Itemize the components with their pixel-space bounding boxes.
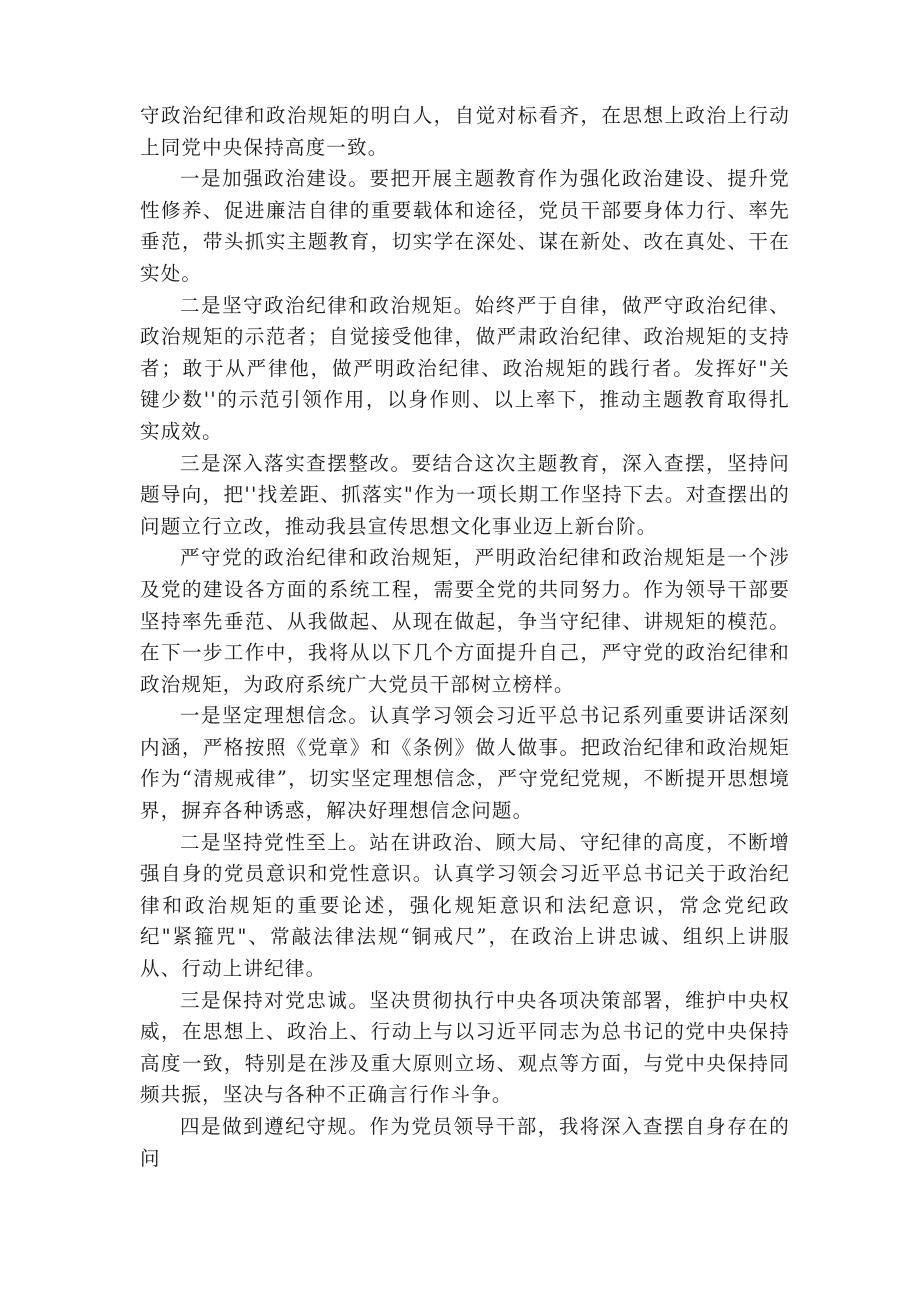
paragraph-observe-rules: 四是做到遵纪守规。作为党员领导干部，我将深入查摆自身存在的问 (140, 1115, 790, 1170)
paragraph-strict-discipline: 严守党的政治纪律和政治规矩，严明政治纪律和政治规矩是一个涉及党的建设各方面的系统工程，需要全党的共同努力。作为领导干部要坚持率先垂范、从我做起、从现在做起，争当守纪律、讲规矩的模范。在下一步工作中，我将从以下几个方面提升自己，严守党的政治纪律和政治规矩，为政府系统广大党员干部树立榜样。 (140, 546, 790, 696)
paragraph-political-construction: 一是加强政治建设。要把开展主题教育作为强化政治建设、提升党性修养、促进廉洁自律的重要载体和途径，党员干部要身体力行、率先垂范，带头抓实主题教育，切实学在深处、谋在新处、改在真处、干在实处。 (140, 167, 790, 285)
paragraph-political-discipline: 二是坚守政治纪律和政治规矩。始终严于自律，做严守政治纪律、政治规矩的示范者；自觉接受他律，做严肃政治纪律、政治规矩的支持者；敢于从严律他，做严明政治纪律、政治规矩的践行者。发挥好"关键少数''的示范引领作用，以身作则、以上率下，推动主题教育取得扎实成效。 (140, 293, 790, 443)
document-body (140, 100, 790, 1174)
paragraph-ideals-beliefs: 一是坚定理想信念。认真学习领会习近平总书记系列重要讲话深刻内涵，严格按照《党章》和《条例》做人做事。把政治纪律和政治规矩作为“清规戒律”，切实坚定理想信念，严守党纪党规，不断提开思想境界，摒弃各种诱惑，解决好理想信念问题。 (140, 704, 790, 823)
paragraph-loyalty: 三是保持对党忠诚。坚决贯彻执行中央各项决策部署，维护中央权威，在思想上、政治上、行动上与以习近平同志为总书记的党中央保持高度一致，特别是在涉及重大原则立场、观点等方面，与党中央保持同频共振，坚决与各种不正确言行作斗争。 (140, 988, 790, 1107)
paragraph-party-spirit: 二是坚持党性至上。站在讲政治、顾大局、守纪律的高度，不断增强自身的党员意识和党性意识。认真学习领会习近平总书记关于政治纪律和政治规矩的重要论述，强化规矩意识和法纪意识，常念党纪政纪"紧箍咒"、常敲法律法规“铜戒尺”，在政治上讲忠诚、组织上讲服从、行动上讲纪律。 (140, 830, 790, 981)
paragraph-rectification: 三是深入落实查摆整改。要结合这次主题教育，深入查摆，坚持问题导向，把''找差距、抓落实"作为一项长期工作坚持下去。对查摆出的问题立行立改，推动我县宣传思想文化事业迈上新台阶。 (140, 451, 790, 538)
paragraph-continuation: 守政治纪律和政治规矩的明白人，自觉对标看齐，在思想上政治上行动上同党中央保持高度一致。 (140, 104, 790, 159)
